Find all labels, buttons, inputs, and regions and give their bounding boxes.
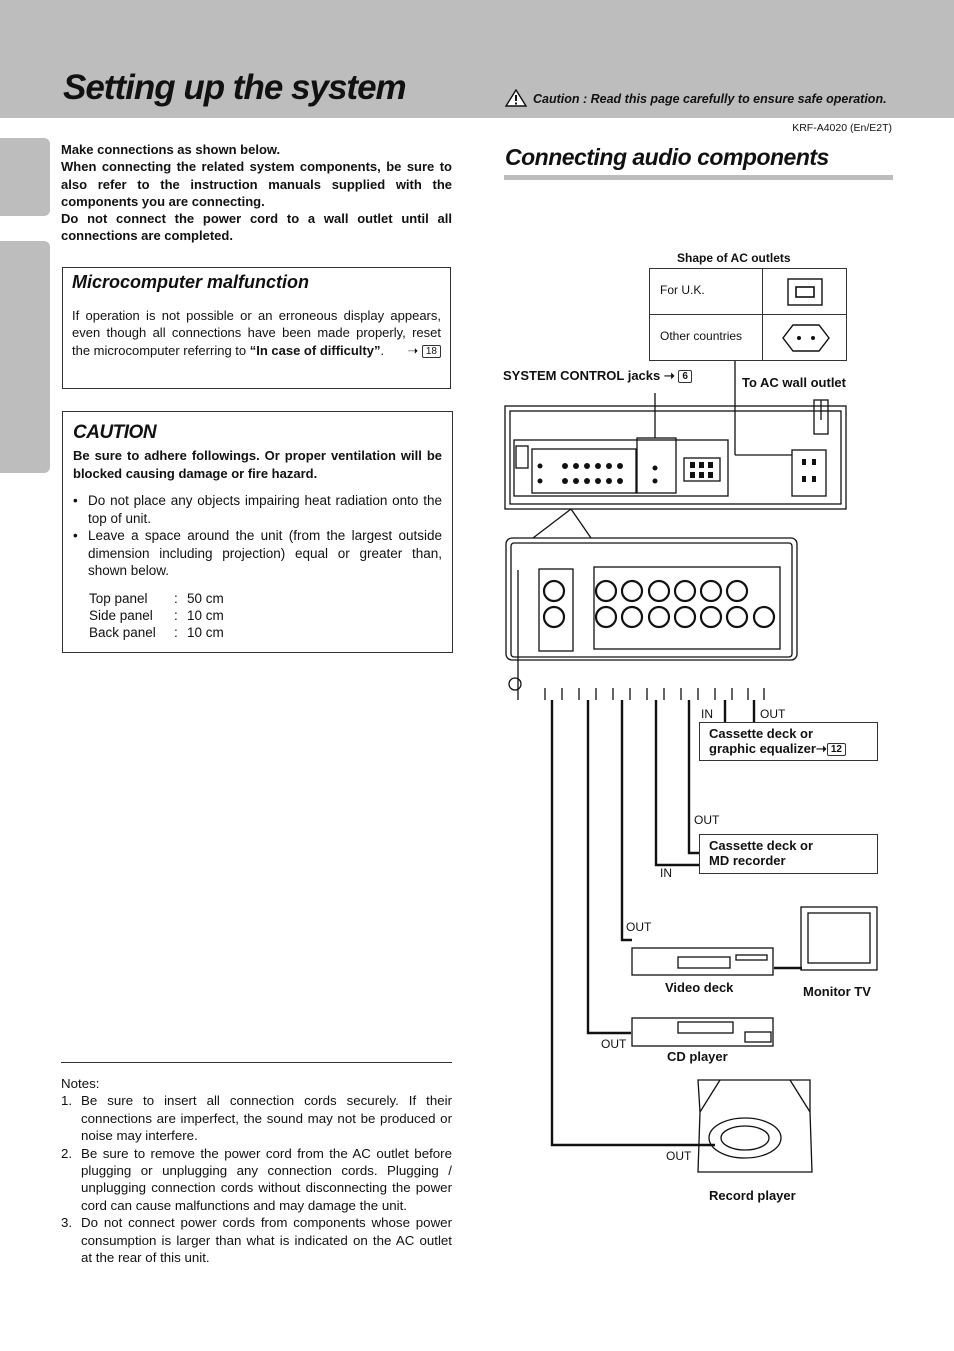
intro-line: Make connections as shown below. <box>61 142 281 157</box>
out-label: OUT <box>626 920 652 934</box>
outlet-row-other <box>650 315 846 361</box>
out-label: OUT <box>666 1149 692 1163</box>
monitor-tv <box>801 907 877 970</box>
page-ref-number: 18 <box>422 345 441 358</box>
clearance-row: Side panel : 10 cm <box>89 607 224 623</box>
cd-player-label: CD player <box>667 1049 728 1064</box>
caution-title: CAUTION <box>73 422 157 443</box>
micro-ref-text: “In case of difficulty” <box>249 342 381 358</box>
outlet-uk-label: For U.K. <box>660 283 705 297</box>
in-label: IN <box>701 707 713 721</box>
uk-outlet-icon <box>787 278 827 306</box>
page-ref[interactable]: ➝ 18 <box>407 342 441 359</box>
md-line1: Cassette deck or <box>709 838 814 853</box>
caution-item: • Leave a space around the unit (from the largest outside dimension including projection) equal or greater than, shown below. <box>73 527 442 580</box>
outlet-heading: Shape of AC outlets <box>677 251 791 265</box>
caution-item: • Do not place any objects impairing heat radiation onto the top of unit. <box>73 492 442 527</box>
system-control-label: SYSTEM CONTROL jacks ➝ 6 <box>503 368 692 383</box>
note-item: 3. Do not connect power cords from components whose power consumption is larger than what is indicated on the AC outlet at the rear of this unit. <box>61 1215 452 1266</box>
notes-heading: Notes: <box>61 1076 100 1091</box>
clearance-row: Top panel : 50 cm <box>89 590 224 606</box>
ac-outlet-rear <box>792 450 826 496</box>
in-label: IN <box>660 866 672 880</box>
eq-line2: graphic equalizer➝ 12 <box>709 741 868 756</box>
out-label: OUT <box>601 1037 627 1051</box>
caution-banner-text: Caution : Read this page carefully to ensure safe operation. <box>533 92 887 106</box>
clearance-row: Back panel : 10 cm <box>89 624 224 640</box>
equalizer-box <box>699 722 878 761</box>
outlet-other-label: Other countries <box>660 329 743 343</box>
caution-lead: Be sure to adhere followings. Or proper ventilation will be blocked causing damage or fire hazard. <box>73 448 442 481</box>
outlet-table <box>649 268 847 361</box>
record-player-label: Record player <box>709 1188 796 1203</box>
out-label: OUT <box>760 707 786 721</box>
micro-title: Microcomputer malfunction <box>72 272 310 292</box>
video-deck <box>632 948 773 975</box>
out-label: OUT <box>694 813 720 827</box>
intro-line: Do not connect the power cord to a wall outlet until all connections are completed. <box>61 211 452 244</box>
note-item: 2. Be sure to remove the power cord from the AC outlet before plugging or unplugging any connection cords. Plugging / unplugging connection cords without disconnecting the power cord can cause malfunctions and may damage the unit. <box>61 1145 452 1213</box>
ac-wall-label: To AC wall outlet <box>742 375 846 390</box>
md-recorder-box <box>699 834 878 874</box>
model-number: KRF-A4020 (En/E2T) <box>792 122 892 134</box>
md-line2: MD recorder <box>709 853 786 868</box>
micro-tail: . <box>380 342 385 358</box>
system-control-jacks <box>637 438 676 493</box>
note-item: 1. Be sure to insert all connection cords securely. If their connections are imperfect, the sound may not be produced or noise may interfere. <box>61 1093 452 1144</box>
page-ref-number[interactable]: 6 <box>678 370 692 383</box>
page-title: Setting up the system <box>63 68 406 107</box>
micro-text: If operation is not possible or an erroneous display appears, even though all connections have been made properly, reset the microcomputer referring to <box>72 308 441 358</box>
eq-line1: Cassette deck or <box>709 726 814 741</box>
page-ref-number[interactable]: 12 <box>827 743 846 756</box>
video-deck-label: Video deck <box>665 980 734 995</box>
intro-line: When connecting the related system components, be sure to also refer to the instruction manuals supplied with the components you are connecting. <box>61 159 452 209</box>
outlet-row-uk <box>650 269 846 315</box>
section-title: Connecting audio components <box>505 144 829 170</box>
euro-outlet-icon <box>781 322 831 354</box>
monitor-tv-label: Monitor TV <box>803 984 871 999</box>
